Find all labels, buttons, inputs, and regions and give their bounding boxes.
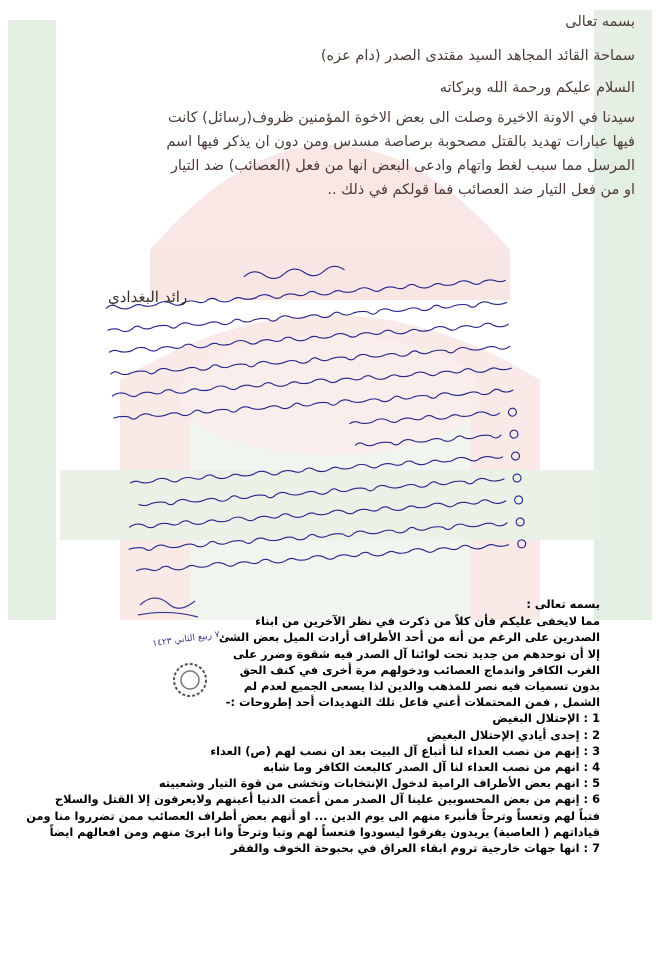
handwritten-header	[244, 266, 344, 281]
transcript-line: فتباً لهم وتعساً وترحاً فأنبرء منهم الى يوم الدين ... او أنهم بعض أطراف العصائب ممن تضرروا منا ومن	[26, 808, 600, 823]
handwritten-number-marker	[514, 496, 523, 505]
transcript-line: إلا أن توحدهم من جديد تحت لوائنا آل الصدر فيه شقوة وضرر على	[233, 646, 600, 661]
handwritten-line	[130, 454, 502, 485]
handwritten-number-marker	[511, 452, 520, 461]
letter-addressee: سماحة القائد المجاهد السيد مقتدى الصدر (دام عزه)	[320, 48, 635, 64]
letter-body	[60, 106, 635, 202]
letter-basmala: بسمه تعالى	[565, 14, 635, 30]
handwritten-line	[350, 411, 500, 426]
transcript-line: 5 : انهم بعض الأطراف الرامية لدخول الإنتخابات وتخشى من قوة التيار وشعبيته	[158, 776, 600, 791]
watermark-minaret-left	[8, 20, 56, 620]
letter-signature: رائد البغدادي	[108, 288, 188, 306]
transcript-line: بدون تسميات فيه نصر للمذهب والدين لذا يسعى الجميع لعدم لم	[243, 679, 600, 694]
handwritten-number-marker	[513, 474, 522, 483]
typed-transcript	[26, 596, 600, 856]
transcript-line: 2 : إحدى أيادي الإحتلال البغيض	[426, 727, 600, 742]
handwritten-number-marker	[510, 430, 519, 439]
transcript-line: 7 : انها جهات خارجية تروم ابقاء العراق في بحبوحة الخوف والفقر	[230, 841, 600, 856]
letter-greeting: السلام عليكم ورحمة الله وبركاته	[439, 80, 635, 96]
handwritten-line	[139, 477, 504, 507]
handwritten-line	[129, 498, 505, 529]
handwritten-line	[355, 433, 501, 448]
handwritten-line	[129, 521, 507, 552]
letter-body-line: سيدنا في الاونة الاخيرة وصلت الى بعض الاخوة المؤمنين ظروف(رسائل) كانت	[167, 110, 635, 126]
transcript-heading: بسمه تعالى :	[526, 597, 600, 611]
transcript-line: الشمل , فمن المحتملات أعني فاعل تلك التهديدات أحد إطروحات :-	[225, 695, 600, 710]
transcript-line: قياداتهم ( العاصية) يريدون يفرقوا ليسودوا فتعساً لهم وتبا وترحاً وانا ابرئ منهم ومن افعالهم ايضاً	[49, 824, 600, 839]
transcript-line: 6 : إنهم من بعض المحسوبين علينا آل الصدر ممن أعمت الدنيا أعينهم ولايعرفون إلا القتل والسلاح	[54, 792, 600, 807]
handwritten-number-marker	[517, 540, 526, 549]
transcript-line: مما لايخفى عليكم فأن كلاً من ذكرت في نظر الآخرين من ابناء	[255, 614, 600, 629]
transcript-line: 3 : إنهم من نصب العداء لنا أتباع آل البيت بعد ان نصب لهم (ص) العداء	[210, 743, 600, 758]
handwritten-number-marker	[516, 518, 525, 527]
letter-body-line: او من فعل التيار ضد العصائب فما قولكم في ذلك ..	[327, 182, 635, 198]
handwritten-line	[114, 388, 513, 420]
letter-body-line: فيها عبارات تهديد بالقتل مصحوبة برصاصة مسدس ومن دون ان يذكر فيها اسم	[166, 134, 635, 150]
handwritten-number-marker	[508, 408, 517, 417]
transcript-line: 1 : الإحتلال البغيض	[492, 711, 600, 726]
transcript-line: الصدرين على الرغم من أنه من أحد الأطراف أرادت الميل بعض الشئ	[218, 630, 600, 645]
handwritten-line	[136, 542, 508, 573]
stamp-date: ٧ ربيع الثاني ١٤٢٣	[151, 629, 221, 650]
typed-letter	[60, 14, 635, 202]
transcript-line: الغرب الكافر واندماج العصائب ودخولهم مرة أخرى في كنف الحق	[239, 662, 600, 677]
letter-body-line: المرسل مما سبب لغط واتهام وادعى البعض انها من فعل (العصائب) ضد التيار	[170, 158, 635, 174]
transcript-line: 4 : انهم من نصب العداء لنا آل الصدر كالبعث الكافر وما شابه	[262, 760, 600, 775]
